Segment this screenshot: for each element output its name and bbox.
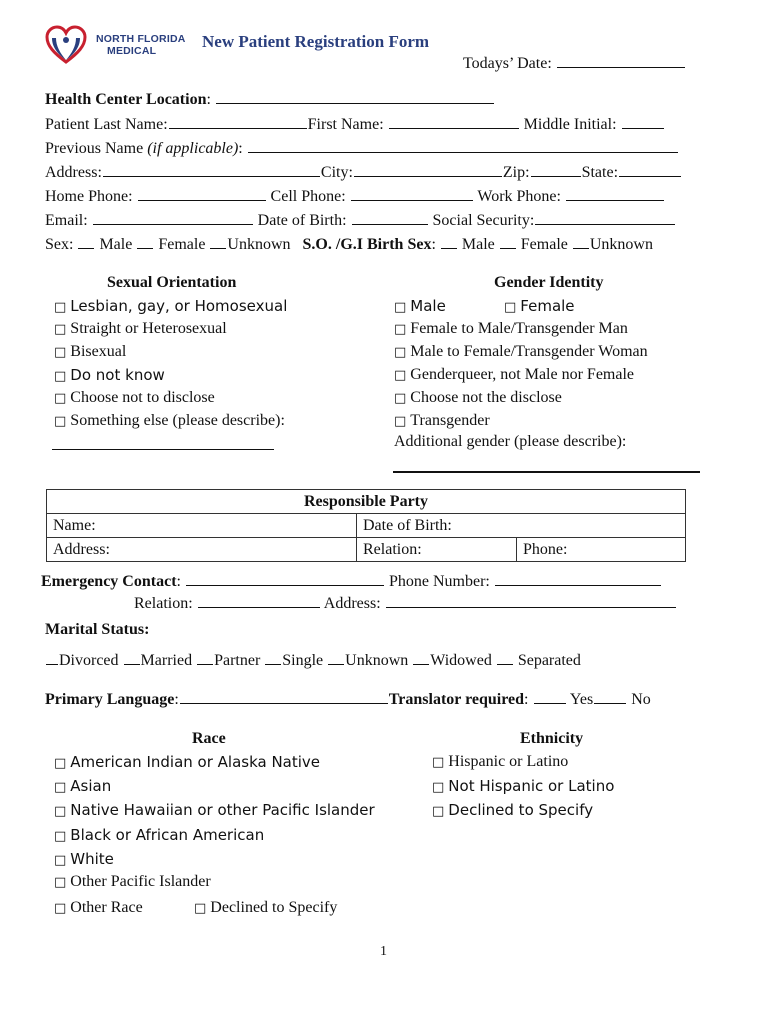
marital-option: Separated (517, 652, 581, 669)
translator-no-blank[interactable] (594, 703, 626, 704)
checkbox-icon[interactable]: □ (54, 300, 67, 315)
email-blank[interactable] (93, 224, 253, 225)
zip-label: Zip: (502, 164, 530, 181)
orientation-option[interactable] (54, 320, 227, 338)
marital-blank[interactable] (124, 664, 140, 665)
race-option-label: Native Hawaiian or other Pacific Islander (70, 801, 375, 819)
health-center-label: Health Center Location (45, 91, 207, 108)
gender-option-label: Transgender (410, 412, 490, 429)
previous-name-row: Previous Name (if applicable): (45, 140, 679, 158)
emergency-phone-label: Phone Number: (388, 573, 490, 590)
previous-name-blank[interactable] (248, 152, 678, 153)
gender-option[interactable] (394, 320, 628, 338)
checkbox-icon[interactable]: □ (432, 780, 445, 795)
zip-blank[interactable] (531, 176, 581, 177)
email-label: Email: (45, 212, 88, 229)
race-option[interactable] (54, 753, 320, 771)
marital-blank[interactable] (328, 664, 344, 665)
checkbox-icon[interactable]: □ (54, 414, 67, 429)
birth-sex-female-blank[interactable] (500, 248, 516, 249)
checkbox-icon[interactable]: □ (54, 391, 67, 406)
checkbox-icon[interactable]: □ (394, 368, 407, 383)
page-number: 1 (380, 944, 387, 959)
orientation-option[interactable] (54, 389, 215, 407)
marital-option: Single (282, 652, 324, 669)
birth-sex-male-blank[interactable] (441, 248, 457, 249)
orientation-option-label: Lesbian, gay, or Homosexual (70, 297, 288, 315)
gender-option[interactable] (394, 412, 490, 430)
checkbox-icon[interactable]: □ (394, 345, 407, 360)
sex-option-female: Female (158, 236, 206, 253)
translator-no: No (631, 691, 651, 708)
race-option[interactable] (54, 801, 375, 819)
birth-sex-unknown-blank[interactable] (573, 248, 589, 249)
checkbox-icon[interactable]: □ (54, 804, 67, 819)
additional-gender-blank[interactable] (393, 471, 700, 473)
checkbox-icon[interactable]: □ (54, 853, 67, 868)
checkbox-icon[interactable]: □ (54, 875, 67, 890)
previous-name-label: Previous Name (45, 140, 144, 157)
race-option[interactable] (54, 899, 143, 917)
todays-date-label: Todays’ Date: (463, 55, 552, 72)
checkbox-icon[interactable]: □ (54, 322, 67, 337)
gender-option[interactable] (394, 343, 648, 361)
sex-unknown-blank[interactable] (210, 248, 226, 249)
checkbox-icon[interactable]: □ (394, 391, 407, 406)
race-option[interactable] (54, 850, 114, 868)
gender-option-label: Genderqueer, not Male nor Female (410, 366, 635, 383)
orientation-option-label: Something else (please describe): (70, 412, 285, 429)
checkbox-icon[interactable]: □ (54, 901, 67, 916)
primary-language-blank[interactable] (180, 703, 388, 704)
race-option-label: Other Pacific Islander (70, 873, 211, 890)
home-phone-label: Home Phone: (45, 188, 133, 205)
health-center-blank[interactable] (216, 103, 494, 104)
ethnicity-heading: Ethnicity (520, 730, 584, 747)
middle-initial-label: Middle Initial: (523, 116, 617, 133)
gender-option[interactable] (394, 389, 562, 407)
sex-male-blank[interactable] (78, 248, 94, 249)
previous-name-note: (if applicable) (147, 140, 239, 157)
first-name-label: First Name: (307, 116, 384, 133)
responsible-dob-cell[interactable]: Date of Birth: (357, 514, 686, 538)
state-label: State: (581, 164, 619, 181)
checkbox-icon[interactable]: □ (432, 755, 445, 770)
address-row (45, 164, 682, 182)
responsible-name-cell[interactable]: Name: (47, 514, 357, 538)
form-title: New Patient Registration Form (202, 32, 430, 51)
race-option-label: American Indian or Alaska Native (70, 753, 321, 771)
marital-blank[interactable] (197, 664, 213, 665)
orientation-describe-blank[interactable] (52, 449, 274, 450)
checkbox-icon[interactable]: □ (432, 804, 445, 819)
responsible-phone-cell[interactable]: Phone: (517, 538, 686, 562)
last-name-label: Patient Last Name: (45, 116, 168, 133)
orientation-option[interactable] (54, 343, 126, 361)
race-heading: Race (192, 730, 226, 747)
cell-phone-label: Cell Phone: (270, 188, 346, 205)
emergency-contact-row: Emergency Contact: Phone Number: (41, 573, 662, 591)
marital-option: Unknown (345, 652, 409, 669)
emergency-contact-blank[interactable] (186, 585, 384, 586)
home-phone-blank[interactable] (138, 200, 266, 201)
emergency-address-label: Address: (323, 595, 381, 612)
checkbox-icon[interactable]: □ (54, 780, 67, 795)
marital-blank[interactable] (413, 664, 429, 665)
cell-phone-blank[interactable] (351, 200, 473, 201)
gender-option[interactable] (394, 366, 634, 384)
race-option-label: Other Race (70, 899, 143, 916)
sex-option-unknown: Unknown (227, 236, 291, 253)
orientation-option[interactable] (54, 366, 165, 384)
language-row: Primary Language: Translator required: Yes No (45, 691, 651, 708)
ethnicity-option-label: Hispanic or Latino (448, 753, 569, 770)
checkbox-icon[interactable]: □ (394, 322, 407, 337)
ssn-blank[interactable] (535, 224, 675, 225)
sex-option-male: Male (99, 236, 133, 253)
gender-option-label: Female to Male/Transgender Man (410, 320, 628, 337)
birth-sex-option-female: Female (520, 236, 568, 253)
work-phone-blank[interactable] (566, 200, 664, 201)
logo-line-1: NORTH FLORIDA (96, 33, 186, 45)
marital-blank[interactable] (265, 664, 281, 665)
race-option-label: Asian (70, 777, 112, 795)
emergency-address-blank[interactable] (386, 607, 676, 608)
birth-sex-option-unknown: Unknown (589, 236, 653, 253)
ethnicity-option-label: Not Hispanic or Latino (448, 777, 615, 795)
marital-blank[interactable] (497, 664, 513, 665)
sex-row: Sex: Male Female Unknown S.O. /G.I Birth Sex: Male Female Unknown (45, 236, 653, 253)
orientation-option-label: Straight or Heterosexual (70, 320, 227, 337)
checkbox-icon[interactable]: □ (54, 829, 67, 844)
phone-row (45, 188, 665, 206)
primary-language-label: Primary Language (45, 691, 175, 708)
orientation-option-label: Choose not to disclose (70, 389, 215, 406)
responsible-address-cell[interactable]: Address: (47, 538, 357, 562)
address-label: Address: (45, 164, 102, 181)
checkbox-icon[interactable]: □ (54, 345, 67, 360)
gender-option[interactable] (394, 297, 446, 315)
gender-option-label: Male (410, 297, 446, 315)
orientation-option[interactable] (54, 297, 287, 315)
emergency-relation-row (134, 595, 677, 613)
middle-initial-blank[interactable] (622, 128, 664, 129)
ethnicity-option-label: Declined to Specify (448, 801, 594, 819)
emergency-relation-blank[interactable] (198, 607, 320, 608)
checkbox-icon[interactable]: □ (194, 901, 207, 916)
responsible-party-heading: Responsible Party (47, 490, 686, 514)
last-name-blank[interactable] (169, 128, 307, 129)
marital-option: Married (140, 652, 193, 669)
race-option-label: Declined to Specify (210, 899, 338, 916)
emergency-relation-label: Relation: (134, 595, 193, 612)
race-option-label: Black or African American (70, 826, 265, 844)
checkbox-icon[interactable]: □ (394, 300, 407, 315)
marital-option: Partner (214, 652, 261, 669)
gender-identity-heading: Gender Identity (494, 274, 604, 291)
race-option[interactable] (54, 826, 264, 844)
ssn-label: Social Security: (432, 212, 535, 229)
state-blank[interactable] (619, 176, 681, 177)
race-option[interactable] (194, 899, 337, 917)
sex-label: Sex: (45, 236, 74, 253)
gender-option-label: Female (520, 297, 575, 315)
orientation-option[interactable] (54, 412, 285, 430)
checkbox-icon[interactable]: □ (54, 369, 67, 384)
marital-option: Divorced (59, 652, 119, 669)
north-florida-medical-logo (44, 24, 88, 71)
responsible-relation-cell[interactable]: Relation: (357, 538, 517, 562)
translator-yes: Yes (569, 691, 594, 708)
emergency-phone-blank[interactable] (495, 585, 661, 586)
emergency-contact-label: Emergency Contact (41, 573, 177, 590)
gender-option[interactable] (504, 297, 575, 315)
logo-line-2: MEDICAL (107, 45, 157, 57)
race-option-label: White (70, 850, 114, 868)
checkbox-icon[interactable]: □ (54, 756, 67, 771)
marital-options-row (45, 652, 581, 670)
dob-blank[interactable] (352, 224, 428, 225)
sexual-orientation-heading: Sexual Orientation (107, 274, 237, 291)
marital-option: Widowed (430, 652, 492, 669)
todays-date-blank[interactable] (557, 67, 685, 68)
health-center-row: Health Center Location: (45, 91, 495, 109)
city-label: City: (320, 164, 353, 181)
name-row (45, 116, 665, 134)
orientation-option-label: Do not know (70, 366, 165, 384)
translator-yes-blank[interactable] (534, 703, 566, 704)
marital-status-label: Marital Status: (45, 621, 150, 638)
logo-text (96, 33, 186, 57)
race-option[interactable] (54, 873, 211, 891)
ethnicity-option[interactable] (432, 777, 614, 795)
checkbox-icon[interactable]: □ (394, 414, 407, 429)
marital-blank[interactable] (46, 664, 58, 665)
city-blank[interactable] (354, 176, 502, 177)
sex-female-blank[interactable] (137, 248, 153, 249)
first-name-blank[interactable] (389, 128, 519, 129)
heart-logo-icon (44, 24, 88, 66)
todays-date-field[interactable] (463, 55, 686, 73)
dob-label: Date of Birth: (257, 212, 347, 229)
ethnicity-option[interactable] (432, 753, 568, 771)
work-phone-label: Work Phone: (477, 188, 561, 205)
address-blank[interactable] (103, 176, 320, 177)
translator-label: Translator required (388, 691, 525, 708)
responsible-party-table (46, 489, 686, 562)
email-row (45, 212, 676, 230)
birth-sex-label: S.O. /G.I Birth Sex (302, 236, 432, 253)
gender-option-label: Male to Female/Transgender Woman (410, 343, 648, 360)
ethnicity-option[interactable] (432, 801, 593, 819)
checkbox-icon[interactable]: □ (504, 300, 517, 315)
orientation-option-label: Bisexual (70, 343, 127, 360)
gender-option-label: Choose not the disclose (410, 389, 562, 406)
birth-sex-option-male: Male (461, 236, 495, 253)
additional-gender-label: Additional gender (please describe): (394, 433, 627, 450)
race-option[interactable] (54, 777, 111, 795)
